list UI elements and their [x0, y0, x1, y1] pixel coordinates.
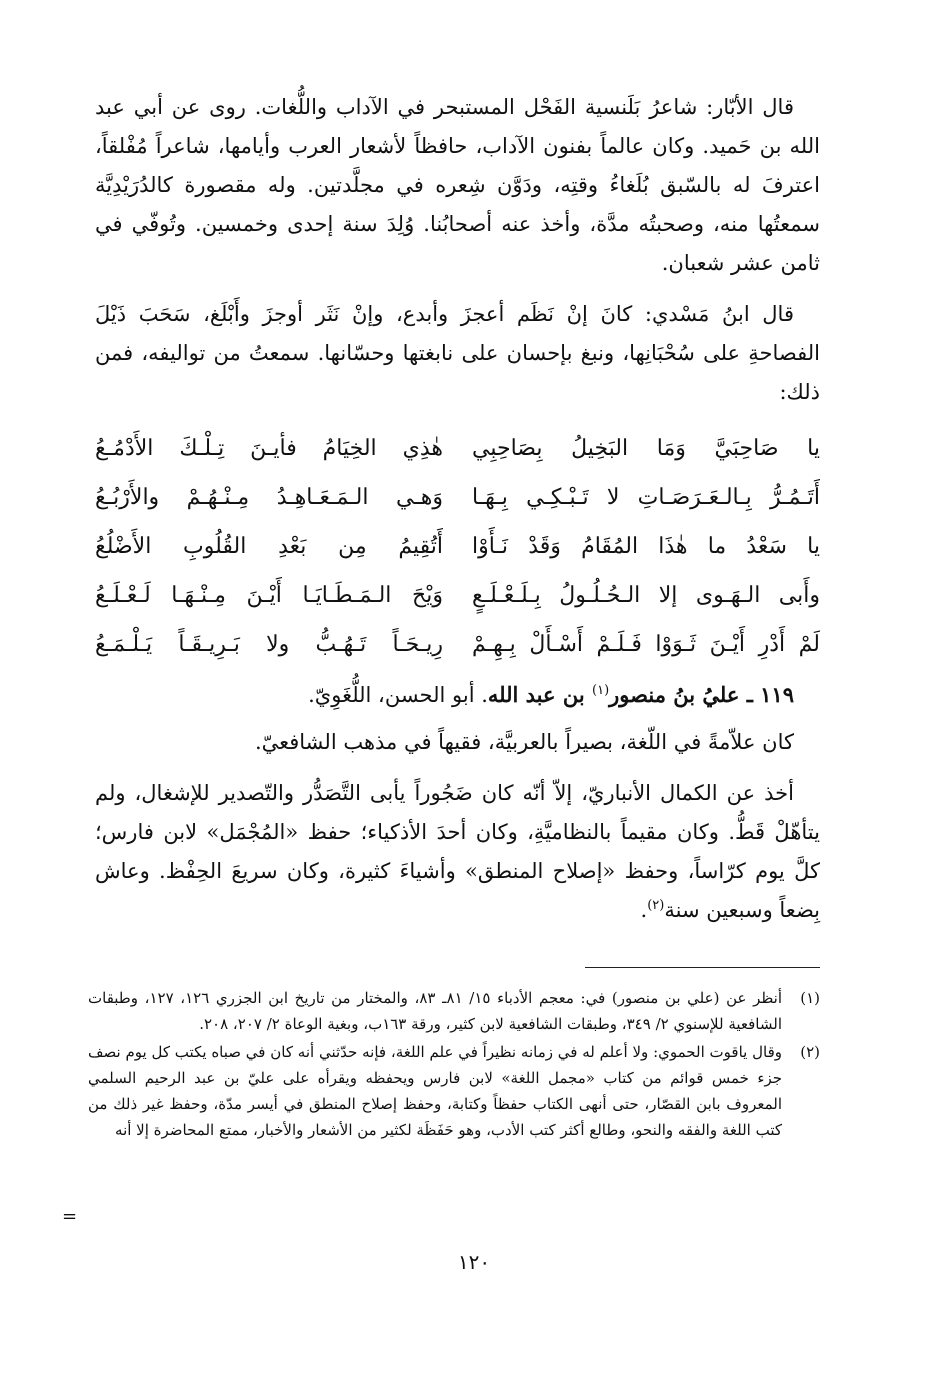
- continuation-mark: =: [62, 1206, 78, 1227]
- page-number: ١٢٠: [457, 1250, 491, 1274]
- entry-kunya: . أبو الحسن، اللُّغَوِيّ.: [308, 683, 488, 707]
- verse-first-hemistich: وأَبى الـهَـوى إلا الـحُـلُـولُ بِـلَـعْـلَـعٍ: [472, 583, 820, 608]
- paragraph-bio: [95, 723, 820, 762]
- paragraph-studies: [95, 774, 820, 930]
- paragraph-text: قال الأبّار: شاعرُ بَلَنسية الفَحْل المستبحر في الآداب واللُّغات. روى عن أبي عبد الله بن حَميد. وكان عالماً بفنون الآداب، حافظاً لأشعار العرب وأيامها، شاعراً مُفْلقاً، اعترفَ له بالسّبق بُلَغاءُ وقتِه، ودَوَّن شِعره في مجلَّدتين. وله مقصورة كالدُرَيْدِيَّة سمعتُها منه، وصحبتُه مدَّة، وأخذ عنه أصحابُنا. وُلِدَ سنة إحدى وخمسين. وتُوفّي في ثامن عشر شعبان.: [95, 95, 820, 275]
- footnote: [88, 1039, 820, 1143]
- verse-second-hemistich: هٰذِي الخِيَامُ فأيـنَ تِـلْـكَ الأَدْمُـعُ: [95, 436, 443, 461]
- paragraph-ibn-masdi: [95, 295, 820, 412]
- verse-second-hemistich: وَيْحَ الـمَـطَـايَـا أَيْـنَ مِـنْـهَـا لَـعْـلَـعُ: [95, 583, 443, 608]
- verse-first-hemistich: يا سَعْدُ ما هٰذَا المُقَامُ وَقَدْ نَـأَوْا: [472, 534, 820, 559]
- verse-second-hemistich: أَتُقِيمُ مِن بَعْدِ القُلُوبِ الأَضْلُعُ: [95, 534, 443, 559]
- page-body: [95, 88, 820, 942]
- footnote-number: (١): [800, 989, 820, 1007]
- verse-line: [95, 473, 820, 522]
- paragraph-text: قال ابنُ مَسْدي: كانَ إنْ نَظَم أعجزَ وأبدع، وإنْ نَثَر أوجزَ وأَبْلَغ، سَحَبَ ذَيْلَ الفصاحةِ على سُحْبَانِها، ونبغ بإحسان على نابغتها وحسّانها. سمعتُ من تواليفه، فمن ذلك:: [95, 302, 820, 404]
- footnote-number: (٢): [800, 1043, 820, 1061]
- verse-line: [95, 620, 820, 669]
- footnote-text: أنظر عن (علي بن منصور) في: معجم الأدباء ١٥/ ٨١ـ ٨٣، والمختار من تاريخ ابن الجزري ١٢٦، ١٢٧، وطبقات الشافعية للإسنوي ٢/ ٣٤٩، وطبقات الشافعية لابن كثير، ورقة ١٦٣ب، وبغية الوعاة ٢/ ٢٠٧، ٢٠٨.: [88, 989, 782, 1033]
- verse-second-hemistich: رِيـحَـاً تَـهُـبُّ ولا بَـرِيـقَـاً يَـلْـمَـعُ: [95, 632, 443, 657]
- footnotes: [88, 985, 820, 1145]
- footnote-separator: [585, 967, 820, 968]
- verse-line: [95, 424, 820, 473]
- entry-name-rest: بن عبد الله: [487, 682, 593, 707]
- verse-first-hemistich: أَتَـمُـرُّ بِـالـعَـرَصَـاتِ لا تَـبْـكِـي بِـهَـا: [472, 485, 820, 510]
- footnote-ref: (١): [592, 683, 610, 698]
- paragraph-text: أخذ عن الكمال الأنباريّ، إلاّ أنّه كان ضَجُوراً يأبى التَّصَدُّر والتّصدير للإشغال، ولم يتأهّلْ قَطُّ. وكان مقيماً بالنظاميَّةِ، وكان أحدَ الأذكياء؛ حفظ «المُجْمَل» لابن فارس؛ كلَّ يوم كرّاساً، وحفظ «إصلاح المنطق» وأشياءَ كثيرة، وكان سريعَ الحِفْظ. وعاش بِضعاً وسبعين سنة: [95, 781, 820, 922]
- footnote: [88, 985, 820, 1037]
- paragraph-text: كان علاّمةً في اللّغة، بصيراً بالعربيَّة، فقيهاً في مذهب الشافعيّ.: [254, 730, 794, 754]
- period: .: [640, 898, 648, 922]
- verse-second-hemistich: وَهـي الـمَـعَـاهِـدُ مِـنْـهُـمْ والأَرْبُـعُ: [95, 485, 443, 510]
- footnote-ref: (٢): [647, 898, 665, 913]
- entry-heading: [95, 675, 820, 715]
- entry-number-name: ١١٩ ـ عليُ بنُ منصور: [609, 682, 794, 707]
- verse-line: [95, 571, 820, 620]
- verse-first-hemistich: لَمْ أَدْرِ أَيْـنَ ثَـوَوْا فَـلَـمْ أَسْـأَلْ بِـهِـمْ: [472, 632, 820, 657]
- footnote-text: وقال ياقوت الحموي: ولا أعلم له في زمانه نظيراً في علم اللغة، فإنه حدّثني أنه كان في صباه يكتب كل يوم نصف جزء خمس قوائم من كتاب «مجمل اللغة» لابن فارس ويحفظه ويقرأه على عليّ بن عبد الرحيم السلمي المعروف بابن القصّار، حتى أنهى الكتاب حفظاً وكتابة، وحفظ إصلاح المنطق في أيسر مدّة، وحفظ غير ذلك من كتب اللغة والفقه والنحو، وطالع أكثر كتب الأدب، وهو حَفَظَة لكثير من الأشعار والأخبار، ممتع المحاضرة إلا أنه: [88, 1043, 782, 1139]
- poem: [95, 424, 820, 669]
- verse-line: [95, 522, 820, 571]
- paragraph-al-abbar: [95, 88, 820, 283]
- verse-first-hemistich: يا صَاحِبَيَّ وَمَا البَخِيلُ بِصَاحِبِي: [472, 436, 820, 461]
